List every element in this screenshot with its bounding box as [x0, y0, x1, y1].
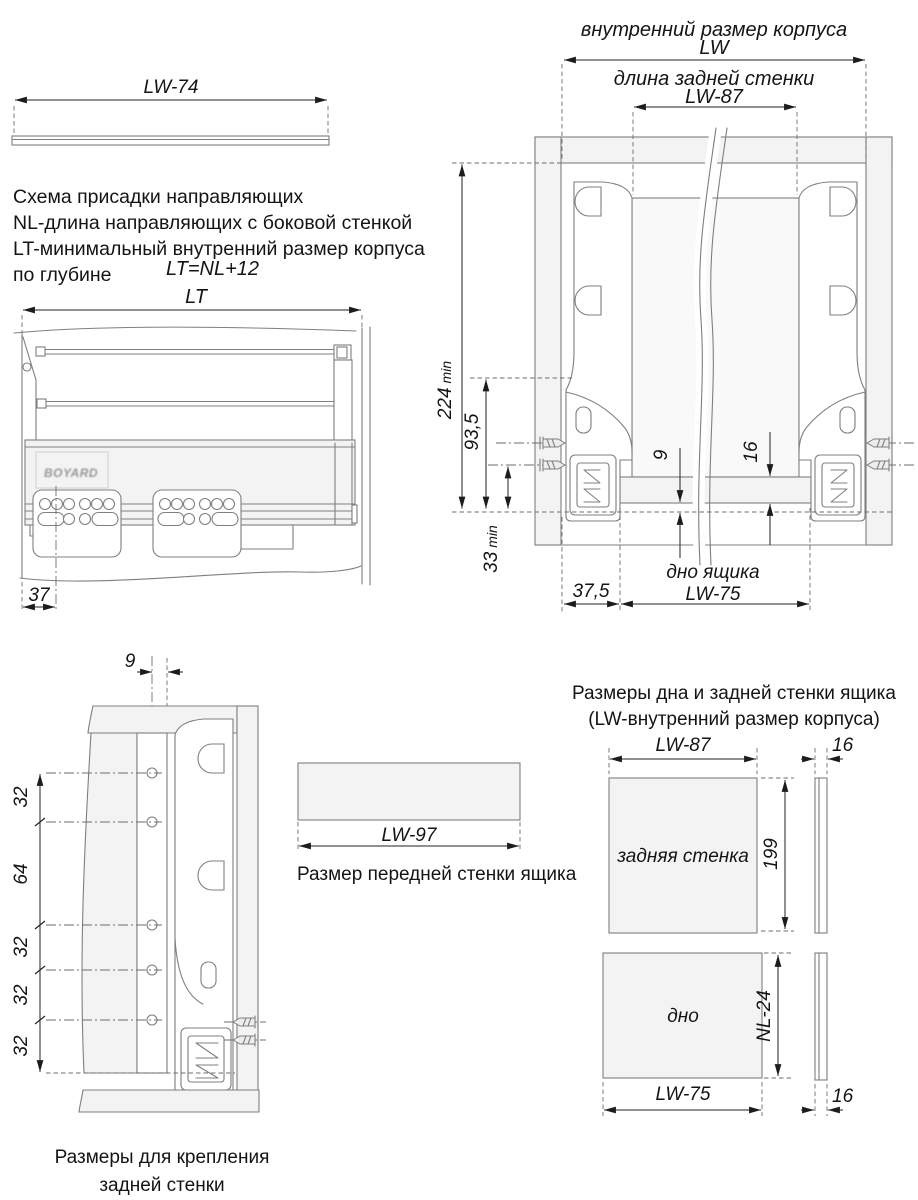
- front-fixing-hole: [23, 363, 31, 371]
- dim-back-wall-width-label: LW-87: [655, 735, 711, 756]
- front-panel-drawing: [298, 763, 520, 820]
- dim-hole-offset-label: 9: [124, 651, 136, 672]
- dim-back-wall-length-label: LW-87: [685, 86, 743, 108]
- dim-back-wall-thickness-label: 16: [832, 735, 854, 756]
- depth-formula: LT=NL+12: [166, 258, 260, 280]
- rear-mounting-diagram: [11, 651, 266, 1112]
- dim-bottom-height-label: NL-24: [754, 990, 775, 1042]
- dim-bottom-width-label: LW-75: [685, 584, 741, 605]
- dim-height-label: 224min: [435, 360, 456, 420]
- cabinet-right-wall: [866, 137, 892, 545]
- lt-definition-cont: по глубине: [13, 264, 112, 286]
- cabinet-top-cut-line: [14, 327, 356, 333]
- gallery-rail-drawing: [12, 136, 329, 145]
- back-wall-edge-view: [815, 778, 827, 933]
- cabinet-bottom-board: [79, 1090, 259, 1112]
- nl-definition: NL-длина направляющих с боковой стенкой: [13, 212, 413, 234]
- dim-spacing-2: 64: [11, 863, 32, 885]
- gallery-rails: [36, 345, 351, 412]
- panel-sizes-diagram: [603, 735, 854, 1116]
- dim-front-panel-width-label: LW-97: [381, 825, 437, 846]
- rail-length-diagram: [12, 77, 329, 145]
- right-drawer-profile: [799, 182, 865, 521]
- dim-depth-label: LT: [185, 286, 207, 308]
- drawer-back-panel-rear: [82, 733, 137, 1073]
- drawer-back-panel: [632, 198, 799, 477]
- lt-definition: LT-минимальный внутренний размер корпуса: [13, 238, 425, 260]
- front-view-diagram: [435, 19, 916, 612]
- left-drawer-profile: [566, 182, 632, 521]
- dim-spacing-3: 32: [11, 936, 32, 958]
- dim-spacing-1: 32: [11, 786, 32, 808]
- dim-front-offset-label: 37: [28, 585, 50, 606]
- back-wall-panel-label: задняя стенка: [617, 846, 749, 867]
- dim-inner-width-label: LW: [699, 37, 729, 59]
- side-view-diagram: [14, 286, 370, 612]
- bottom-panel-label: дно: [667, 1006, 699, 1027]
- front-panel-diagram: [298, 763, 520, 852]
- drawer-profile-rear: [175, 719, 233, 1090]
- bottom-edge-view: [815, 953, 827, 1080]
- dim-spacing-4: 32: [11, 984, 32, 1006]
- rear-view-caption: Размеры для крепления задней стенки: [54, 1147, 270, 1196]
- drawer-bottom-title: дно ящика: [666, 562, 760, 583]
- dim-spacing-5: 32: [11, 1035, 32, 1057]
- front-panel-caption: Размер передней стенки ящика: [297, 864, 577, 885]
- dim-bottom-thickness-panel-label: 16: [832, 1086, 854, 1107]
- inner-width-title: внутренний размер корпуса: [580, 19, 848, 41]
- dim-rail-height-label: 93,5: [462, 413, 483, 451]
- dim-bottom-panel-width-label: LW-75: [655, 1084, 711, 1105]
- rail-length-dim-label: LW-74: [143, 77, 199, 98]
- brand-logo-text: BOYARD: [43, 466, 99, 480]
- back-wall-length-title: длина задней стенки: [613, 68, 815, 90]
- cabinet-left-wall: [535, 137, 561, 545]
- dim-bottom-thickness-label: 16: [741, 441, 762, 463]
- front-mounting-plate: [33, 490, 121, 557]
- scheme-title: Схема присадки направляющих: [13, 186, 304, 208]
- panel-sizes-title: Размеры дна и задней стенки ящика (LW-внутренний размер корпуса): [572, 683, 896, 730]
- dim-side-offset-label: 37,5: [572, 581, 610, 602]
- cabinet-bottom-cut-line: [20, 566, 361, 581]
- dim-gap-label: 9: [651, 449, 672, 461]
- dim-back-wall-height-label: 199: [761, 838, 782, 870]
- drawer-bottom-panel: [620, 477, 811, 503]
- cabinet-back-wall: [362, 327, 370, 585]
- dim-clearance-label: 33min: [481, 525, 502, 573]
- back-hanger-bracket: [334, 360, 352, 443]
- rear-mounting-plate: [153, 490, 241, 557]
